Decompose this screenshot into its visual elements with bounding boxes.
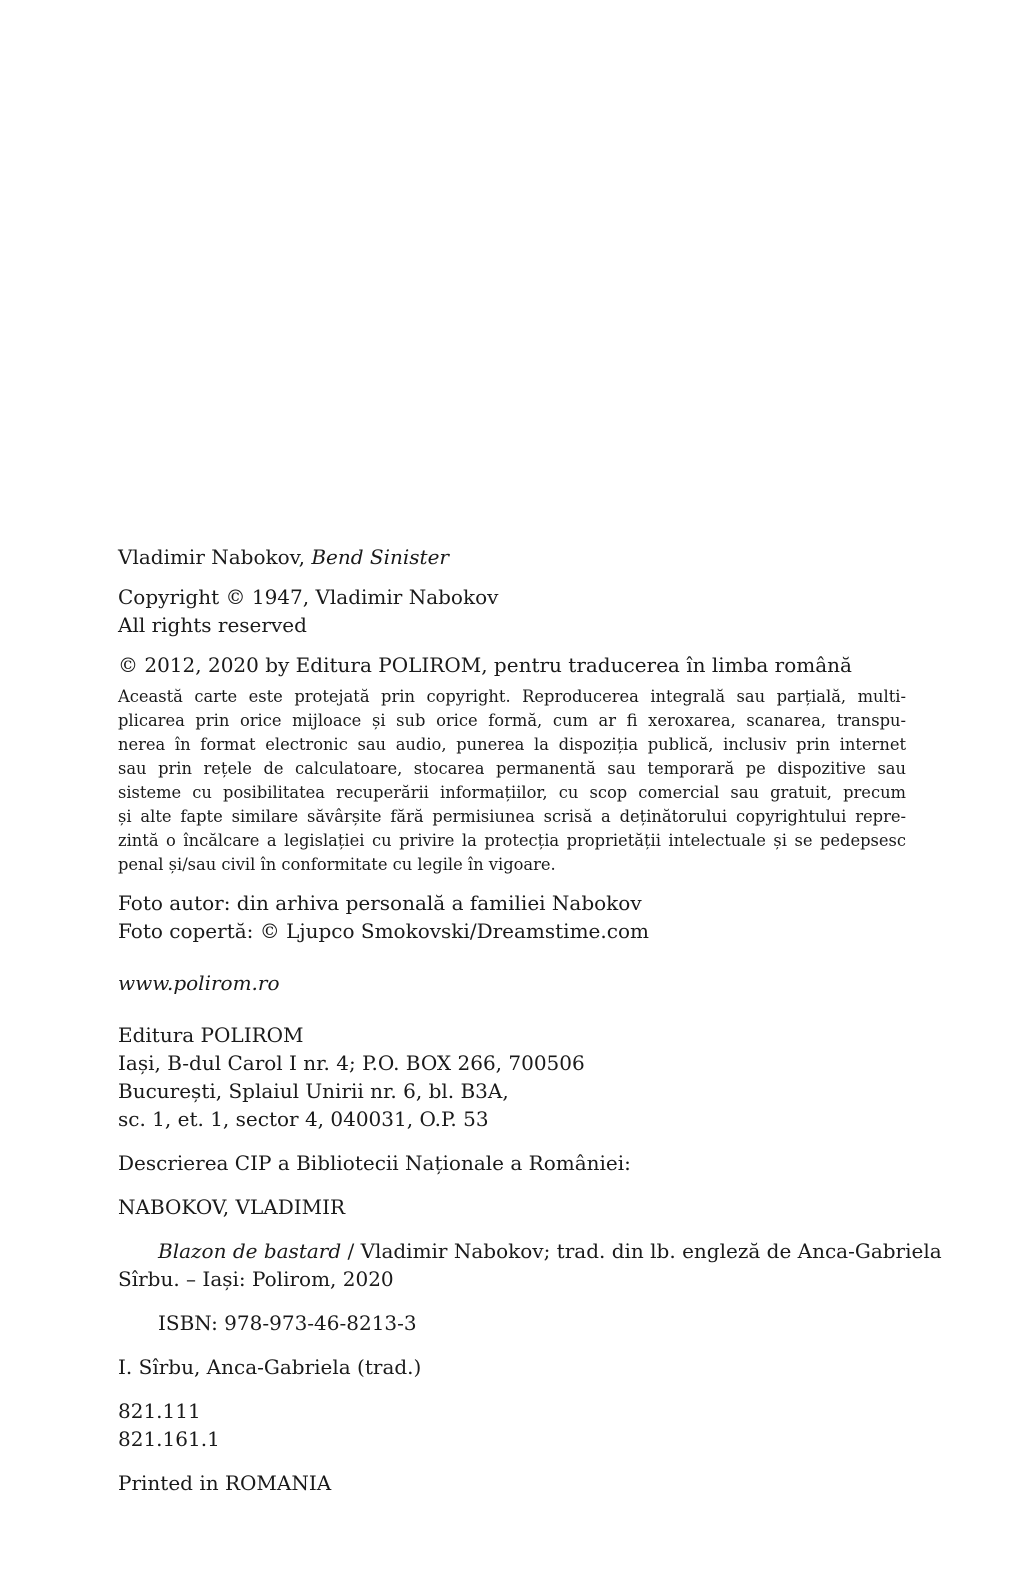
notice-line: nerea în format electronic sau audio, punerea la dispoziția publică, inclusiv prin internet [118,735,906,754]
publisher-address-bucuresti-2: sc. 1, et. 1, sector 4, 040031, O.P. 53 [118,1107,489,1131]
translation-copyright: © 2012, 2020 by Editura POLIROM, pentru traducerea în limba română [118,653,852,677]
notice-line: sau prin rețele de calculatoare, stocarea permanentă sau temporară pe dispozitive sau [118,759,906,778]
printed-in: Printed in ROMANIA [118,1471,332,1495]
website-link[interactable]: www.polirom.ro [118,971,280,995]
photo-cover-credit: Foto copertă: © Ljupco Smokovski/Dreamstime.com [118,919,649,943]
photo-author-credit: Foto autor: din arhiva personală a familiei Nabokov [118,891,642,915]
udc-class-1: 821.111 [118,1399,201,1423]
udc-class-2: 821.161.1 [118,1427,220,1451]
notice-line: Această carte este protejată prin copyright. Reproducerea integrală sau parțială, multi- [118,687,906,706]
cip-title: Blazon de bastard [158,1239,342,1263]
rights-statement: All rights reserved [118,613,307,637]
notice-line: penal și/sau civil în conformitate cu legile în vigoare. [118,855,556,874]
notice-line: și alte fapte similare săvârșite fără permisiunea scrisă a deținătorului copyrightului repre- [118,807,906,826]
publisher-address-bucuresti: București, Splaiul Unirii nr. 6, bl. B3A, [118,1079,509,1103]
copyright-notice [118,685,906,877]
cip-heading: Descrierea CIP a Bibliotecii Naționale a României: [118,1151,631,1175]
original-title: Bend Sinister [311,545,449,569]
notice-line: zintă o încălcare a legislației cu privire la protecția proprietății intelectuale și se pedepsesc [118,831,906,850]
notice-line: sisteme cu posibilitatea recuperării informațiilor, cu scop comercial sau gratuit, precum [118,783,906,802]
cip-entry [118,1237,942,1293]
original-copyright: Copyright © 1947, Vladimir Nabokov [118,585,499,609]
notice-line: plicarea prin orice mijloace și sub orice formă, cum ar fi xeroxarea, scanarea, transpu- [118,711,906,730]
cip-entry-line-2: Sîrbu. – Iași: Polirom, 2020 [118,1267,394,1291]
cip-author-heading: NABOKOV, VLADIMIR [118,1195,346,1219]
original-author: Vladimir Nabokov, [118,545,305,569]
isbn: ISBN: 978-973-46-8213-3 [158,1311,417,1335]
copyright-page [118,543,942,1497]
publisher-address-iasi: Iași, B-dul Carol I nr. 4; P.O. BOX 266, 700506 [118,1051,585,1075]
cip-added-entry: I. Sîrbu, Anca-Gabriela (trad.) [118,1355,422,1379]
cip-entry-line [118,1237,942,1265]
publisher-name: Editura POLIROM [118,1023,304,1047]
original-title-line [118,543,906,571]
cip-entry-rest: / Vladimir Nabokov; trad. din lb. engleză de Anca-Gabriela [341,1239,942,1263]
